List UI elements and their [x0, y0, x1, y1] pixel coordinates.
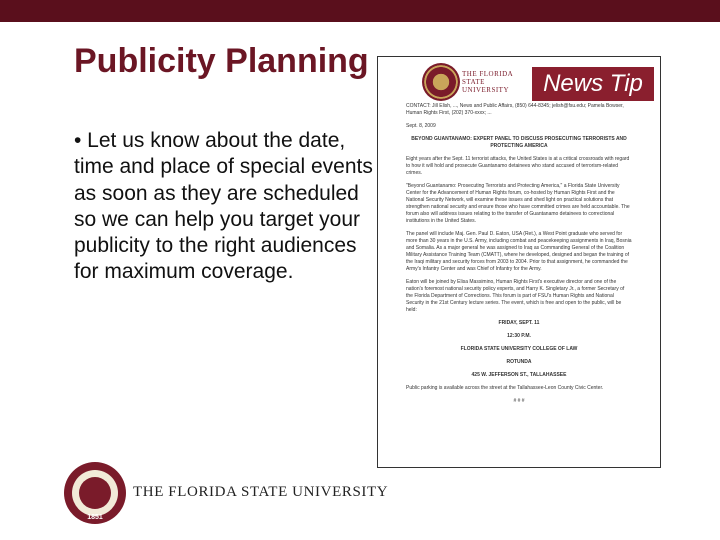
university-wordmark: THE FLORIDA STATE UNIVERSITY: [133, 484, 389, 500]
document-end-mark: # # #: [513, 398, 525, 404]
event-line: FRIDAY, SEPT. 11: [498, 320, 540, 326]
document-body: [406, 103, 632, 411]
document-date: Sept. 8, 2009: [406, 123, 436, 129]
document-contact: CONTACT: Jill Elish, ..., News and Public Affairs, (850) 644-8345; jelish@fsu.edu; Pamela Bowser, Human Rights First, (202) 370-xxxx; ...: [406, 103, 624, 116]
document-paragraph: "Beyond Guantanamo: Prosecuting Terrorists and Protecting America," a Florida State University Center for the Advancement of Human Rights forum, co-hosted by Human Rights First and the National Security Network, will examine these issues and shed light on practical solutions that strengthen national security and ensure those who have committed crimes are held accountable. The forum also will address issues relating to the transfer of Guantanamo detainees to correctional institutions in the United States.: [406, 183, 630, 224]
document-paragraph: Eight years after the Sept. 11 terrorist attacks, the United States is at a critical crossroads with regard to how it will hold and prosecute Guantanamo detainees who stand accused of terrorism-related crimes.: [406, 156, 630, 176]
event-line: 425 W. JEFFERSON ST., TALLAHASSEE: [471, 372, 567, 378]
news-tip-document: [377, 56, 661, 468]
document-paragraph: The panel will include Maj. Gen. Paul D. Eaton, USA (Ret.), a West Point graduate who served for more than 30 years in the U.S. Army, including combat and peacekeeping assignments in Iraq, Bosnia and Somalia. As a major general he was assigned to Iraq as Commanding General of the Coalition Military Assistance Training Team (CMATT), where he developed, designed and began the training of the Iraqi military and security forces from 2003 to 2004. Prior to that assignment, he commanded the Army's Infantry Center and was Chief of Infantry for the Army.: [406, 231, 632, 272]
document-paragraph: Eaton will be joined by Elisa Massimino, Human Rights First's executive director and one of the nation's foremost national security policy experts, and Harry K. Singletary Jr., a former Secretary of the Florida Department of Corrections. This forum is part of FSU's Human Rights and National Security in the 21st Century lecture series. The event, which is free and open to the public, will be held:: [406, 279, 625, 313]
document-university-name: THE FLORIDA STATE UNIVERSITY: [462, 70, 513, 95]
top-bar: [0, 0, 720, 22]
fsu-seal-icon: [64, 462, 126, 524]
document-footer: Public parking is available across the street at the Tallahassee-Leon County Civic Center.: [406, 385, 604, 391]
slide-title: Publicity Planning: [74, 42, 369, 80]
news-tip-banner: News Tip: [532, 67, 654, 101]
event-line: FLORIDA STATE UNIVERSITY COLLEGE OF LAW: [460, 346, 578, 352]
document-header: [378, 57, 660, 107]
seal-year: 1851: [87, 514, 103, 521]
document-headline: BEYOND GUANTANAMO: EXPERT PANEL TO DISCUSS PROSECUTING TERRORISTS AND PROTECTING AMERICA: [411, 136, 627, 149]
university-seal-icon: [422, 63, 460, 101]
event-line: 12:30 P.M.: [507, 333, 531, 339]
bullet-text: • Let us know about the date, time and place of special events as soon as they are scheduled so we can help you target your publicity to the right audiences for maximum coverage.: [74, 129, 373, 284]
event-line: ROTUNDA: [506, 359, 532, 365]
